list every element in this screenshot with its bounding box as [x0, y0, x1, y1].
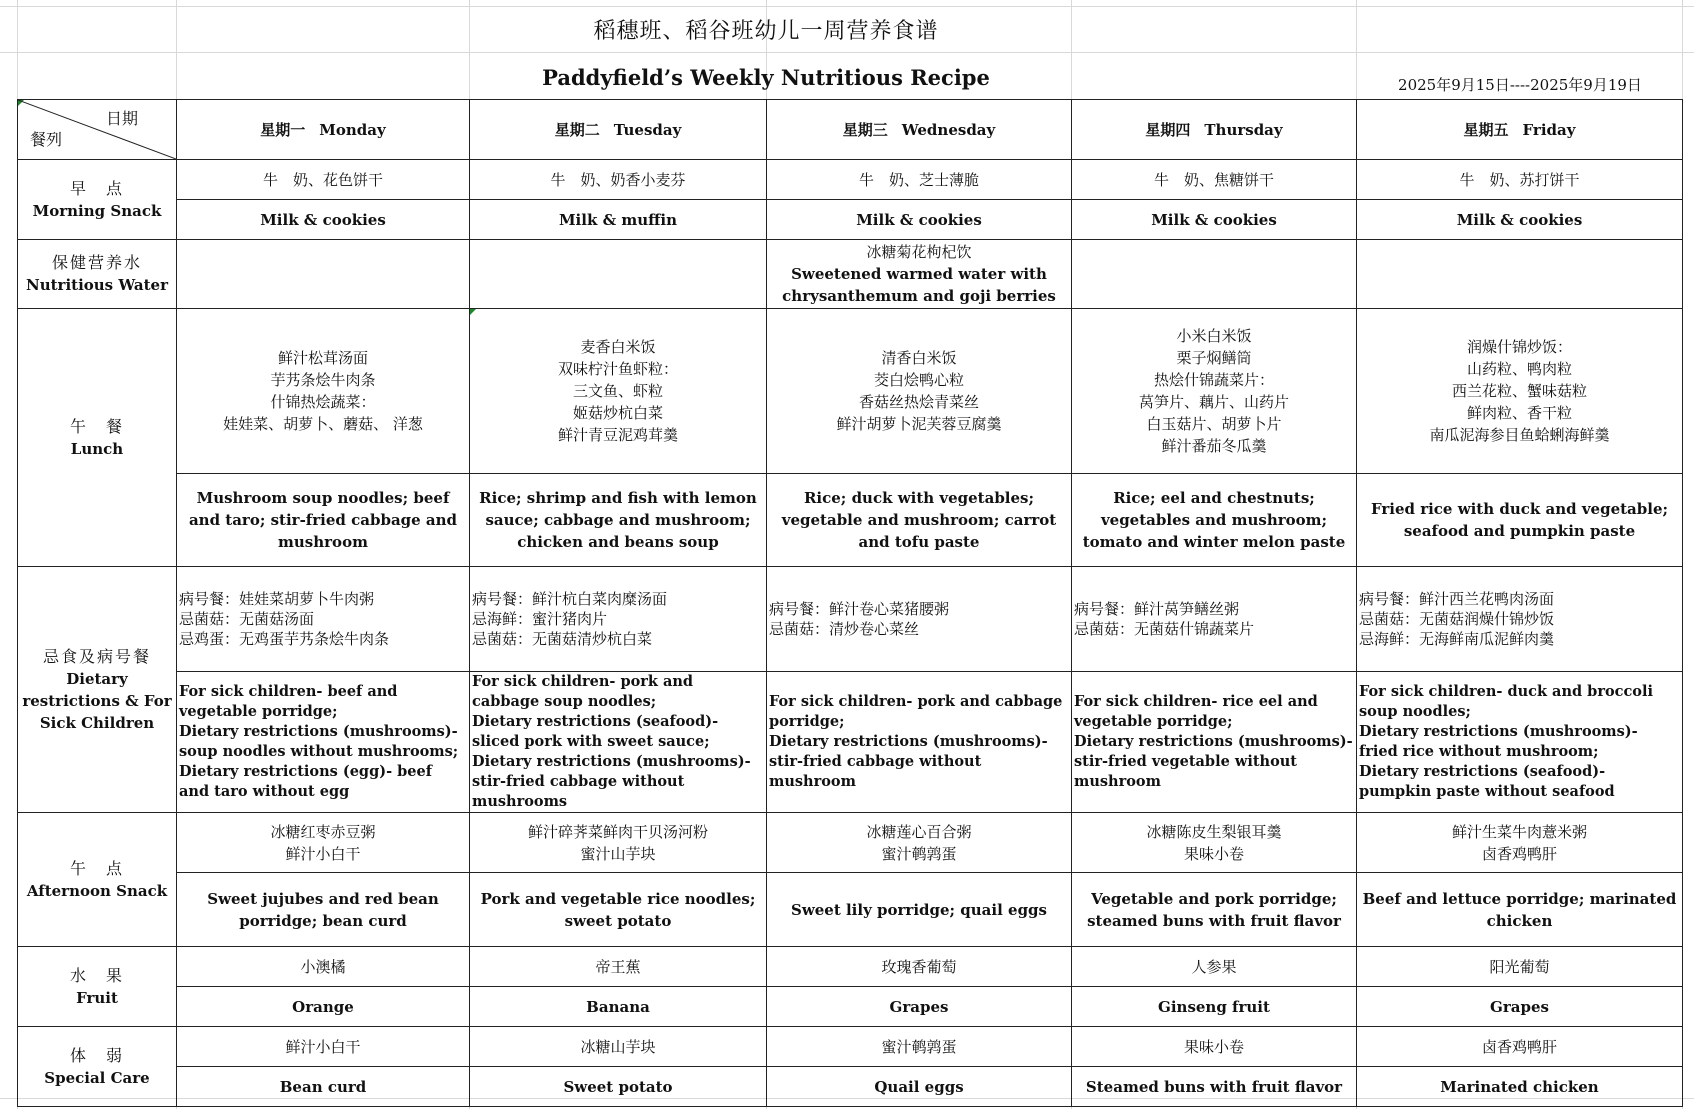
menu-item-cn: 玫瑰香葡萄: [767, 947, 1072, 987]
row-fruit-en: [18, 987, 1683, 1027]
corner-cell: [18, 100, 177, 160]
day-cn: 星期四: [1145, 120, 1191, 139]
row-label-cn: 水 果: [69, 965, 124, 985]
menu-item-cn: 牛 奶、苏打饼干: [1357, 160, 1683, 200]
row-label-morning-snack: [18, 160, 177, 240]
menu-item-en: For sick children- beef and vegetable porridge; Dietary restrictions (mushrooms)- soup noodles without mushrooms; Dietary restrictions (egg)- beef and taro without egg: [177, 672, 470, 813]
menu-cell: [767, 240, 1072, 309]
menu-item-cn: 麦香白米饭 双味柠汁鱼虾粒： 三文鱼、虾粒 姬菇炒杭白菜 鲜汁青豆泥鸡茸羹: [470, 309, 767, 474]
day-cn: 星期五: [1463, 120, 1509, 139]
menu-item-en: Grapes: [1357, 987, 1683, 1027]
menu-item-en: Marinated chicken: [1357, 1067, 1683, 1107]
menu-item-en: Milk & cookies: [177, 200, 470, 240]
row-label-en: Fruit: [76, 988, 118, 1007]
menu-item-en: Fried rice with duck and vegetable; seafood and pumpkin paste: [1357, 474, 1683, 567]
row-morning-snack-cn: [18, 160, 1683, 200]
row-label-cn: 忌食及病号餐: [42, 646, 151, 666]
menu-item-cn: 润燥什锦炒饭： 山药粒、鸭肉粒 西兰花粒、蟹味菇粒 鲜肉粒、香干粒 南瓜泥海参目鱼蛤蜊海鲜羹: [1357, 309, 1683, 474]
menu-item-cn: 病号餐：鲜汁莴笋鳝丝粥 忌菌菇：无菌菇什锦蔬菜片: [1072, 567, 1357, 672]
header-row: [18, 100, 1683, 160]
day-header-monday: [177, 100, 470, 160]
menu-item-cn: 帝王蕉: [470, 947, 767, 987]
row-label-cn: 体 弱: [69, 1045, 124, 1065]
day-header-friday: [1357, 100, 1683, 160]
title-chinese: 稻穗班、稻谷班幼儿一周营养食谱: [593, 19, 939, 44]
menu-item-en: Vegetable and pork porridge; steamed buns with fruit flavor: [1072, 873, 1357, 947]
row-label-cn: 午 点: [69, 858, 124, 878]
menu-item-en: Sweetened warmed water with chrysanthemum and goji berries: [782, 265, 1056, 305]
menu-item-cn: 鲜汁生菜牛肉薏米粥 卤香鸡鸭肝: [1357, 813, 1683, 873]
menu-item-en: Milk & cookies: [1072, 200, 1357, 240]
row-fruit-cn: [18, 947, 1683, 987]
row-morning-snack-en: [18, 200, 1683, 240]
menu-item-en: Orange: [177, 987, 470, 1027]
day-header-wednesday: [767, 100, 1072, 160]
menu-item-en: Quail eggs: [767, 1067, 1072, 1107]
menu-item-cn: 冰糖山芋块: [470, 1027, 767, 1067]
title-english: Paddyfield’s Weekly Nutritious Recipe: [542, 65, 990, 90]
row-label-en: Special Care: [44, 1068, 150, 1087]
menu-item-cn: 牛 奶、花色饼干: [177, 160, 470, 200]
menu-item-en: Milk & cookies: [767, 200, 1072, 240]
row-dietary-en: [18, 672, 1683, 813]
day-en: Thursday: [1204, 120, 1283, 139]
menu-item-en: Steamed buns with fruit flavor: [1072, 1067, 1357, 1107]
menu-item-cn: 清香白米饭 茭白烩鸭心粒 香菇丝热烩青菜丝 鲜汁胡萝卜泥芙蓉豆腐羹: [767, 309, 1072, 474]
day-en: Wednesday: [901, 120, 996, 139]
row-label-afternoon-snack: [18, 813, 177, 947]
menu-item-cn: 鲜汁松茸汤面 芋艿条烩牛肉条 什锦热烩蔬菜： 娃娃菜、胡萝卜、蘑菇、 洋葱: [177, 309, 470, 474]
menu-item-en: Rice; duck with vegetables; vegetable and mushroom; carrot and tofu paste: [767, 474, 1072, 567]
row-label-cn: 午 餐: [69, 416, 124, 436]
menu-cell: [177, 240, 470, 309]
menu-item-en: For sick children- pork and cabbage soup noodles; Dietary restrictions (seafood)- sliced pork with sweet sauce; Dietary restrictions (mushrooms)- stir-fried cabbage without mushrooms: [470, 672, 767, 813]
menu-item-en: Mushroom soup noodles; beef and taro; stir-fried cabbage and mushroom: [177, 474, 470, 567]
menu-cell: [470, 240, 767, 309]
menu-item-cn: 鲜汁小白干: [177, 1027, 470, 1067]
menu-cell: [1072, 240, 1357, 309]
menu-item-en: Ginseng fruit: [1072, 987, 1357, 1027]
menu-item-cn: 小米白米饭 栗子焖鳝筒 热烩什锦蔬菜片： 莴笋片、藕片、山药片 白玉菇片、胡萝卜片 鲜汁番茄冬瓜羹: [1072, 309, 1357, 474]
menu-item-cn: 蜜汁鹌鹑蛋: [767, 1027, 1072, 1067]
menu-item-en: Beef and lettuce porridge; marinated chicken: [1357, 873, 1683, 947]
menu-item-en: Milk & muffin: [470, 200, 767, 240]
row-special-care-cn: [18, 1027, 1683, 1067]
day-header-tuesday: [470, 100, 767, 160]
menu-item-en: Pork and vegetable rice noodles; sweet potato: [470, 873, 767, 947]
menu-item-cn: 病号餐：鲜汁西兰花鸭肉汤面 忌菌菇：无菌菇润燥什锦炒饭 忌海鲜：无海鲜南瓜泥鲜肉羹: [1357, 567, 1683, 672]
menu-item-cn: 冰糖莲心百合粥 蜜汁鹌鹑蛋: [767, 813, 1072, 873]
menu-item-cn: 冰糖红枣赤豆粥 鲜汁小白干: [177, 813, 470, 873]
row-dietary-cn: [18, 567, 1683, 672]
day-en: Monday: [319, 120, 386, 139]
menu-item-cn: 牛 奶、奶香小麦芬: [470, 160, 767, 200]
menu-item-cn: 病号餐：鲜汁卷心菜猪腰粥 忌菌菇：清炒卷心菜丝: [767, 567, 1072, 672]
menu-item-en: Sweet jujubes and red bean porridge; bean curd: [177, 873, 470, 947]
menu-item-en: For sick children- pork and cabbage porridge; Dietary restrictions (mushrooms)- stir-fried cabbage without mushroom: [767, 672, 1072, 813]
row-label-lunch: [18, 309, 177, 567]
menu-item-cn: 冰糖陈皮生梨银耳羹 果味小卷: [1072, 813, 1357, 873]
day-cn: 星期三: [842, 120, 888, 139]
menu-item-cn: 病号餐：娃娃菜胡萝卜牛肉粥 忌菌菇：无菌菇汤面 忌鸡蛋：无鸡蛋芋艿条烩牛肉条: [177, 567, 470, 672]
menu-item-cn: 牛 奶、芝士薄脆: [767, 160, 1072, 200]
menu-item-cn: 病号餐：鲜汁杭白菜肉糜汤面 忌海鲜：蜜汁猪肉片 忌菌菇：无菌菇清炒杭白菜: [470, 567, 767, 672]
row-special-care-en: [18, 1067, 1683, 1107]
gridline: [0, 6, 1694, 7]
row-label-en: Nutritious Water: [26, 276, 168, 294]
menu-item-en: Sweet potato: [470, 1067, 767, 1107]
menu-item-cn: 鲜汁碎荠菜鲜肉干贝汤河粉 蜜汁山芋块: [470, 813, 767, 873]
date-range: 2025年9月15日----2025年9月19日: [1398, 76, 1642, 94]
menu-item-en: Milk & cookies: [1357, 200, 1683, 240]
menu-item-cn: 人参果: [1072, 947, 1357, 987]
menu-item-en: Grapes: [767, 987, 1072, 1027]
row-label-en: Morning Snack: [32, 201, 162, 220]
day-header-thursday: [1072, 100, 1357, 160]
menu-item-en: Banana: [470, 987, 767, 1027]
day-cn: 星期二: [554, 120, 600, 139]
row-label-en: Lunch: [70, 439, 124, 458]
row-label-nutritious-water: [18, 240, 177, 309]
row-label-special-care: [18, 1027, 177, 1107]
corner-date-label: 日期: [105, 109, 138, 128]
menu-table: [17, 99, 1683, 1107]
day-cn: 星期一: [260, 120, 306, 139]
menu-item-cn: 小澳橘: [177, 947, 470, 987]
row-label-cn: 早 点: [69, 178, 124, 198]
cell-comment-marker: [470, 309, 476, 315]
menu-item-cn: 果味小卷: [1072, 1027, 1357, 1067]
menu-item-en: For sick children- duck and broccoli soup noodles; Dietary restrictions (mushrooms)- fried rice without mushroom; Dietary restrictions (seafood)- pumpkin paste without seafood: [1357, 672, 1683, 813]
row-afternoon-snack-en: [18, 873, 1683, 947]
menu-item-cn: 卤香鸡鸭肝: [1357, 1027, 1683, 1067]
menu-item-cn: 牛 奶、焦糖饼干: [1072, 160, 1357, 200]
row-lunch-en: [18, 474, 1683, 567]
corner-meal-label: 餐列: [30, 130, 63, 149]
menu-item-en: Rice; eel and chestnuts; vegetables and mushroom; tomato and winter melon paste: [1072, 474, 1357, 567]
row-nutritious-water: [18, 240, 1683, 309]
row-label-dietary: [18, 567, 177, 813]
row-label-fruit: [18, 947, 177, 1027]
row-label-en: Afternoon Snack: [26, 881, 168, 900]
menu-cell: [1357, 240, 1683, 309]
menu-item-en: Sweet lily porridge; quail eggs: [767, 873, 1072, 947]
menu-item-cn: 冰糖菊花枸杞饮: [866, 243, 972, 261]
day-en: Friday: [1522, 120, 1576, 139]
menu-item-en: Bean curd: [177, 1067, 470, 1107]
row-label-en: Dietary restrictions & For Sick Children: [22, 669, 172, 732]
menu-item-cn: 阳光葡萄: [1357, 947, 1683, 987]
menu-item-en: Rice; shrimp and fish with lemon sauce; cabbage and mushroom; chicken and beans soup: [470, 474, 767, 567]
gridline: [0, 52, 1694, 53]
row-lunch-cn: [18, 309, 1683, 474]
row-afternoon-snack-cn: [18, 813, 1683, 873]
day-en: Tuesday: [613, 120, 682, 139]
menu-item-en: For sick children- rice eel and vegetable porridge; Dietary restrictions (mushrooms)- stir-fried vegetable without mushroom: [1072, 672, 1357, 813]
row-label-cn: 保健营养水: [51, 253, 142, 272]
